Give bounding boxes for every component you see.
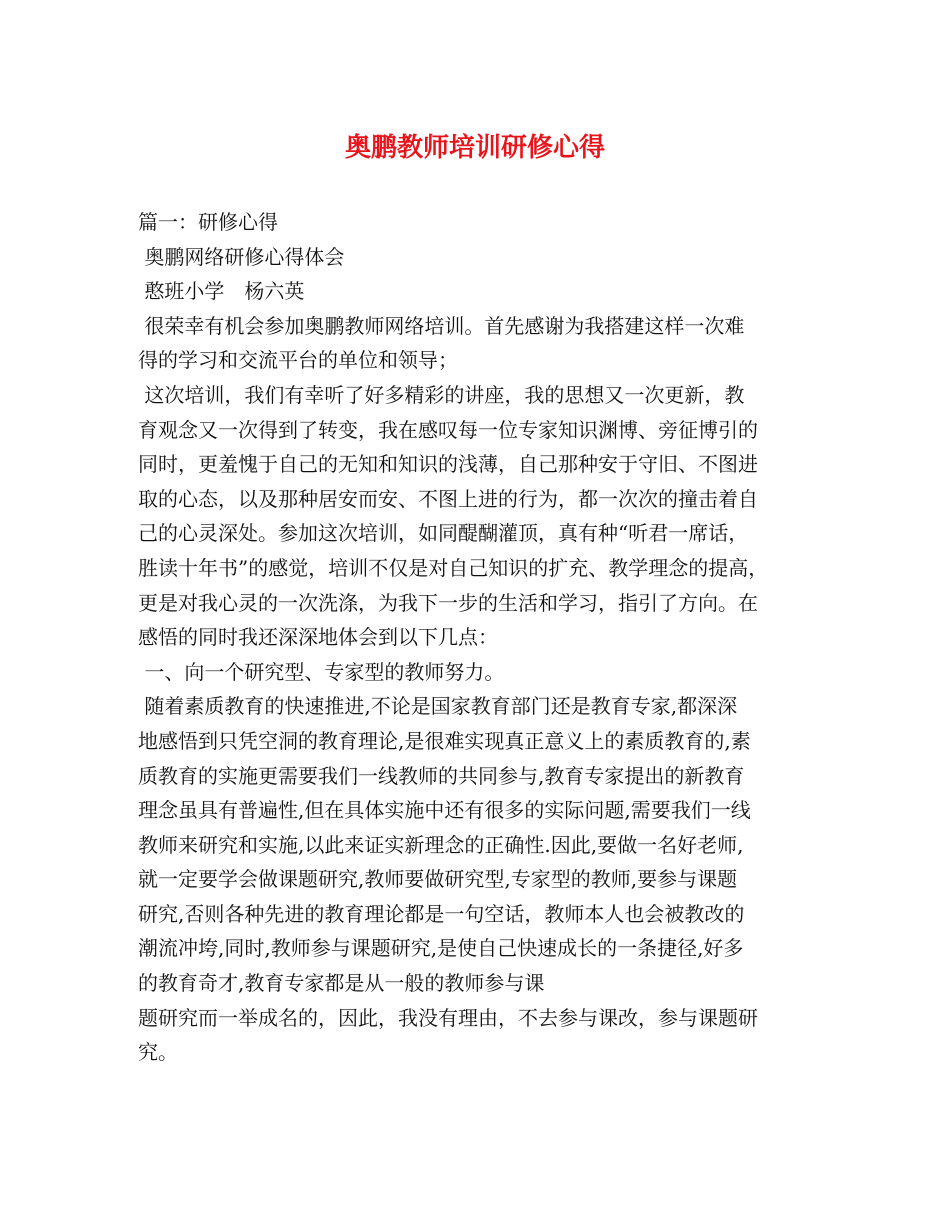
body-line: 理念虽具有普遍性,但在具体实施中还有很多的实际问题,需要我们一线 bbox=[138, 798, 751, 823]
body-line: 这次培训，我们有幸听了好多精彩的讲座，我的思想又一次更新，教 bbox=[138, 382, 745, 407]
body-line: 更是对我心灵的一次洗涤，为我下一步的生活和学习，指引了方向。在 bbox=[138, 590, 758, 615]
body-line: 一、向一个研究型、专家型的教师努力。 bbox=[138, 659, 505, 684]
body-line: 很荣幸有机会参加奥鹏教师网络培训。首先感谢为我搭建这样一次难 bbox=[138, 313, 745, 338]
body-line: 育观念又一次得到了转变，我在感叹每一位专家知识渊博、旁征博引的 bbox=[138, 417, 758, 442]
body-line: 篇一：研修心得 bbox=[138, 210, 278, 234]
body-line: 质教育的实施更需要我们一线教师的共同参与,教育专家提出的新教育 bbox=[138, 763, 745, 788]
body-line: 究。 bbox=[138, 1040, 178, 1065]
body-line: 得的学习和交流平台的单位和领导； bbox=[138, 348, 458, 373]
document-body bbox=[138, 205, 828, 1070]
body-line: 取的心态，以及那种居安而安、不图上进的行为，都一次次的撞击着自 bbox=[138, 486, 758, 511]
body-line: 奥鹏网络研修心得体会 bbox=[138, 244, 345, 269]
document-title: 奥鹏教师培训研修心得 bbox=[344, 133, 605, 163]
body-line: 憨班小学 杨六英 bbox=[138, 279, 305, 304]
body-line: 随着素质教育的快速推进,不论是国家教育部门还是教育专家,都深深 bbox=[138, 694, 738, 719]
body-line: 己的心灵深处。参加这次培训，如同醍醐灌顶，真有种“听君一席话， bbox=[138, 521, 749, 546]
body-line: 教师来研究和实施,以此来证实新理念的正确性.因此,要做一名好老师, bbox=[138, 832, 744, 857]
body-line: 就一定要学会做课题研究,教师要做研究型,专家型的教师,要参与课题 bbox=[138, 867, 738, 892]
body-line: 感悟的同时我还深深地体会到以下几点： bbox=[138, 625, 498, 650]
body-line: 题研究而一举成名的，因此，我没有理由，不去参与课改，参与课题研 bbox=[138, 1005, 758, 1030]
body-line: 地感悟到只凭空洞的教育理论,是很难实现真正意义上的素质教育的,素 bbox=[138, 728, 751, 753]
body-line: 胜读十年书”的感觉，培训不仅是对自己知识的扩充、教学理念的提高， bbox=[138, 555, 769, 580]
body-line: 同时，更羞愧于自己的无知和知识的浅薄，自己那种安于守旧、不图进 bbox=[138, 452, 758, 477]
body-line: 研究,否则各种先进的教育理论都是一句空话，教师本人也会被教改的 bbox=[138, 901, 745, 926]
body-line: 的教育奇才,教育专家都是从一般的教师参与课 bbox=[138, 971, 545, 996]
body-line: 潮流冲垮,同时,教师参与课题研究,是使自己快速成长的一条捷径,好多 bbox=[138, 936, 744, 961]
